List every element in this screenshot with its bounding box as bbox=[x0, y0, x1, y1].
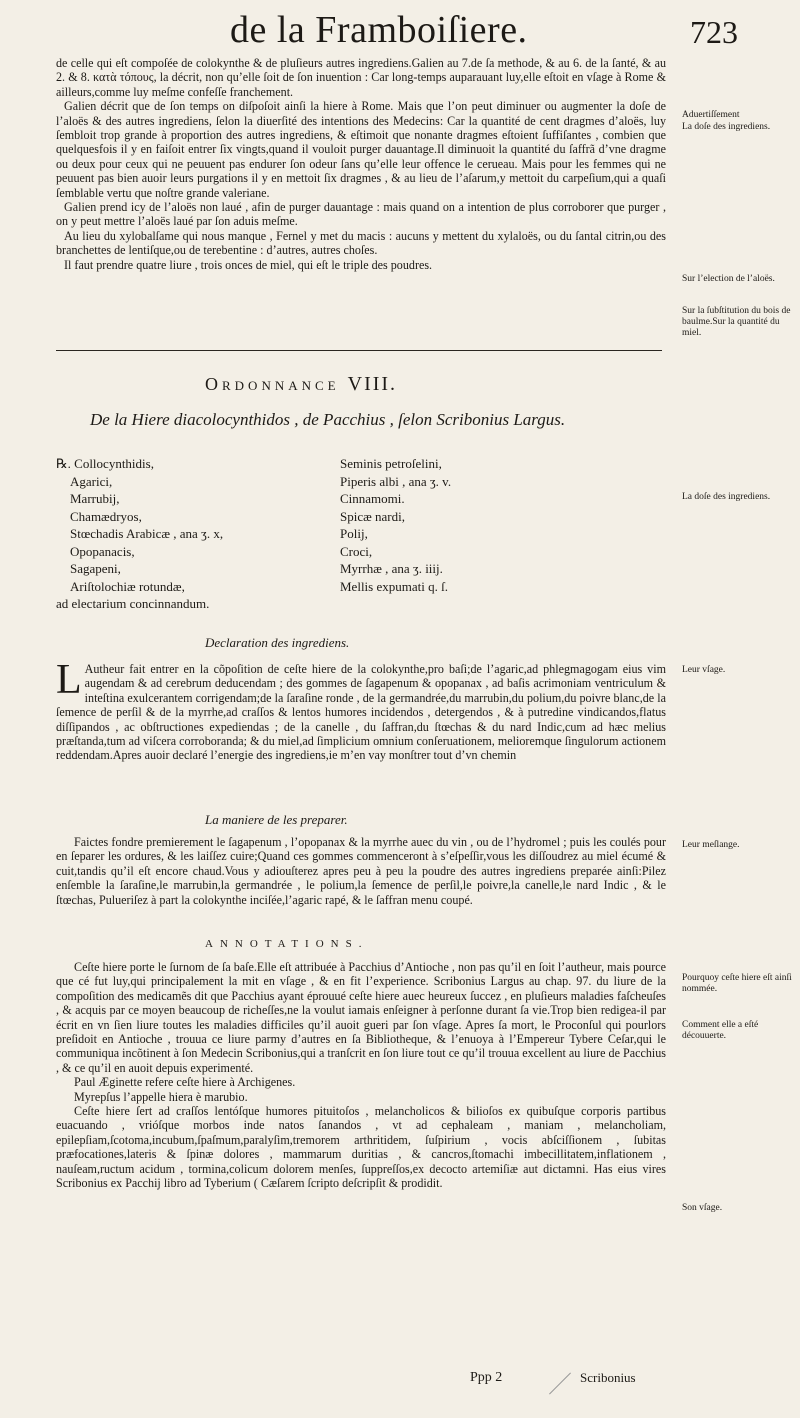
page-number: 723 bbox=[690, 14, 738, 50]
recipe-line: Croci, bbox=[340, 543, 373, 559]
recipe-line: Spicæ nardi, bbox=[340, 508, 405, 524]
recipe-line: Mellis expumati q. ſ. bbox=[340, 578, 448, 594]
recipe-line: Piperis albi , ana ʒ. v. bbox=[340, 473, 452, 489]
margin-note: Comment elle a eſté découuerte. bbox=[682, 1020, 759, 1041]
recipe-line: ℞. Collocynthidis, bbox=[56, 456, 154, 471]
recipe-line: Seminis petroſelini, bbox=[340, 456, 442, 471]
annotation-paragraph: Myrepſus l’appelle hiera è marubio. bbox=[74, 1089, 248, 1104]
margin-note: Aduertiſſement bbox=[682, 110, 740, 120]
declaration-paragraph bbox=[56, 657, 666, 763]
margin-note: La doſe des ingrediens. bbox=[682, 492, 771, 502]
recipe-line: Sagapeni, bbox=[70, 561, 121, 576]
annotation-paragraph: Ceſte hiere ſert ad craſſos lentóſque humores pituitoſos , melancholicos & bilioſos ex quibuſque corporis partibus euacuando , vrióſque morbos inde natos ſanandos , vt ad cephaleam , maniam , melancholiam, epilepſiam,ſcotoma,incubum,ſpaſmum,paralyſim,tremorem arthritidem, ſuſpirium , vocis abſciſſionem , ſubitas præfocationes,lateris & ſpinæ dolores , mammarum duritias , & cancros,ſtomachi imbecillitatem,inflationem , nauſeam,ructum acidum , tormina,colicum dolorem menſes, ſuppreſſos,ex decocto artemiſiæ aut dictamni. Has eius vires Scribonius ex Pacchij libro ad Tyberium ( Cæſarem ſcripto deſcripſit & prodidit. bbox=[56, 1104, 666, 1191]
catchword: Scribonius bbox=[580, 1370, 636, 1385]
recipe-line: Polij, bbox=[340, 526, 368, 541]
recipe-subtitle: De la Hiere diacolocynthidos , de Pacchius , ſelon Scribonius Largus. bbox=[90, 410, 566, 429]
declaration-block bbox=[56, 657, 666, 763]
intro-paragraph: Galien décrit que de ſon temps on diſpoſoit ainſi la hiere à Rome. Mais que l’on peut diminuer ou augmenter la doſe de l’aloës & des autres ingrediens, ſelon la diuerſité des intentions des Medecins: Car la quantité de cent dragmes d’aloës, luy ſembloit trop grande à proportion des autres ingrediens, & eſtimoit que nonante dragmes eſtoient ſuffiſantes , combien que quelquesfois il y en faiſoit entrer ſix vingts,quand il vouloit purger dauantage.Il diminuoit la quantité du ſaffrã d’vne dragme ou deux pour ceux qui ne peuuent pas endurer ſon odeur ſans qu’elle leur offence le cerueau. Mais pour les femmes qui ne peuuent pas bien auoir leurs purgations il y en mettoit ſix dragmes , & au lieu de l’aſarum,y mettoit du carpeſium,qui a quaſi ſemblable vertu que noſtre grande valeriane. bbox=[56, 99, 666, 200]
ordonnance-number: VIII. bbox=[347, 373, 398, 395]
recipe-line: Stœchadis Arabicæ , ana ʒ. x, bbox=[70, 526, 224, 541]
intro-block bbox=[56, 56, 666, 272]
stray-mark bbox=[549, 1373, 571, 1395]
ordonnance-heading bbox=[205, 373, 397, 396]
ordonnance-label: Ordonnance bbox=[205, 374, 340, 394]
annotation-paragraph: Paul Æginette refere ceſte hiere à Archigenes. bbox=[74, 1075, 296, 1090]
margin-note: Son vſage. bbox=[682, 1203, 723, 1213]
recipe-left-column bbox=[56, 455, 223, 613]
intro-paragraph: Au lieu du xylobalſame qui nous manque , Fernel y met du macis : aucuns y mettent du xylaloës, ou du ſantal citrin,ou des branchettes de lentiſque,ou de terebentine : d’autres, autres choſes. bbox=[56, 228, 666, 258]
recipe-line: Agarici, bbox=[70, 473, 113, 489]
recipe-line: Cinnamomi. bbox=[340, 491, 405, 506]
preparation-paragraph: Faictes fondre premierement le ſagapenum , l’opopanax & la myrrhe auec du vin , ou de l’hydromel ; puis les coulés pour en ſeparer les ordures, & les laiſſez cuire;Quand ces gommes commenceront à s’eſpeſſir,vous les diſſoudrez au miel écumé & cuit,tandis qu’il eſt encore chaud.Vous y adiouſterez apres peu à peu la poudre des autres ingrediens preparée ainſi:Pilez enſemble la ſaraſine,le marrubin,la germandrée , le polium,la ſemence de perſil,le poivre,la canelle,le nard Indic , & le ſtœchas, Pulueriſez à part la colokynthe inciſée,l’agaric rapé, & le ſaffran menu coupé. bbox=[56, 835, 666, 907]
preparation-heading: La maniere de les preparer. bbox=[205, 812, 348, 827]
signature-mark: Ppp 2 bbox=[470, 1370, 503, 1385]
margin-note: Leur vſage. bbox=[682, 665, 726, 675]
declaration-heading: Declaration des ingrediens. bbox=[205, 635, 350, 650]
recipe-right-column bbox=[340, 455, 451, 595]
margin-note: Leur meſlange. bbox=[682, 840, 740, 850]
annotation-paragraph: Ceſte hiere porte le ſurnom de ſa baſe.Elle eſt attribuée à Pacchius d’Antioche , non pas qu’il en ſoit l’autheur, mais pource que cé fut luy,qui principalement la mit en vſage , & en fit l’experience. Scribonius Largus au chap. 97. du liure de la compoſition des medicamẽs dit que Pacchius ayant éprouué ceſte hiere auec heureux ſuccez , en pluſieurs maladies faſcheuſes , & acquis par ce moyen beaucoup de richeſſes,ne la voulut iamais enſeigner à perſonne durant ſa vie.Trop bien redigea-il par écrit en vn ſien liure toutes les maladies difficiles qu’il auoit gueri par ſon vſage. Apres ſa mort, le Proconſul qui pourlors preſidoit en Antioche , trouua ce liure parmy d’autres en ſa Bibliotheque, & l’enuoya à l’Empereur Tybere Ceſar,qui le communiqua incõtinent à ſon Medecin Scribonius,qui a tranſcrit en ſon liure tout ce qu’il trouua excellent au liure de Pacchius , & ce qu’il en auoit depuis experimenté. bbox=[56, 960, 666, 1075]
recipe-line: Marrubij, bbox=[70, 491, 120, 506]
annotations-block bbox=[56, 960, 666, 1191]
recipe-line: Ariſtolochiæ rotundæ, bbox=[70, 578, 185, 594]
margin-note: Sur l’election de l’aloës. bbox=[682, 274, 775, 284]
recipe-line: Myrrhæ , ana ʒ. iiij. bbox=[340, 561, 443, 576]
recipe-line: Chamædryos, bbox=[70, 508, 142, 524]
running-title: de la Framboiſiere. bbox=[230, 9, 528, 51]
margin-note: La doſe des ingrediens. bbox=[682, 122, 771, 132]
annotations-heading: ANNOTATIONS. bbox=[205, 938, 369, 950]
intro-paragraph: Galien prend icy de l’aloës non laué , afin de purger dauantage : mais quand on a intention de plus corroborer que purger , on y peut mettre l’aloës laué par ſon aduis meſme. bbox=[56, 200, 666, 229]
preparation-block bbox=[56, 835, 666, 907]
margin-note: Pourquoy ceſte hiere eſt ainſi nommée. bbox=[682, 973, 792, 994]
intro-paragraph: Il faut prendre quatre liure , trois onces de miel, qui eſt le triple des poudres. bbox=[64, 257, 433, 272]
margin-note: Sur la ſubſtitution du bois de baulme.Sur la quantité du miel. bbox=[682, 306, 791, 338]
section-rule bbox=[56, 350, 662, 351]
drop-cap: L bbox=[56, 657, 82, 703]
recipe-line: Opopanacis, bbox=[70, 543, 135, 559]
declaration-text: Autheur fait entrer en la cõpoſition de ceſte hiere de la colokynthe,pro baſi;de l’agaric,ad phlegmagogam eius vim augendam & ad cerebrum deducendam ; des gommes de ſagapenum & opopanax , ad baſis acrimoniam ventriculum & inteſtina exulcerantem corrigendam;de la ſaraſine ronde , de la germandrée,du marrubin,du polium,du poivre blanc,de la ſemence de perſil & de la myrrhe,ad craſſos & lentos humores incidendos , detergendos , & à putredine vindicandos,flatus diſſipandos , ac obſtructiones expediendas ; de la canelle , du ſaffran,du ſtœchas & du nard Indic,cum ad hæc melius præſtanda,tum ad viſcera corroboranda; & du miel,ad ſimplicium omnium conſeruationem, melioremque ſingulorum actionem reddendam.Apres auoir declaré l’energie des ingrediens,ie m’en vay monſtrer tout d’vn chemin bbox=[56, 662, 666, 763]
recipe-line: ad electarium concinnandum. bbox=[56, 596, 210, 611]
intro-paragraph: de celle qui eſt compoſée de colokynthe & de pluſieurs autres ingrediens.Galien au 7.de ſa methode, & au 6. de la ſanté, & au 2. & 8. κατὰ τόπους, la décrit, non qu’elle ſoit de ſon inuention : Car long-temps auparauant luy,elle eſtoit en vſage à Rome & ailleurs,comme luy meſme confeſſe franchement. bbox=[56, 56, 666, 99]
